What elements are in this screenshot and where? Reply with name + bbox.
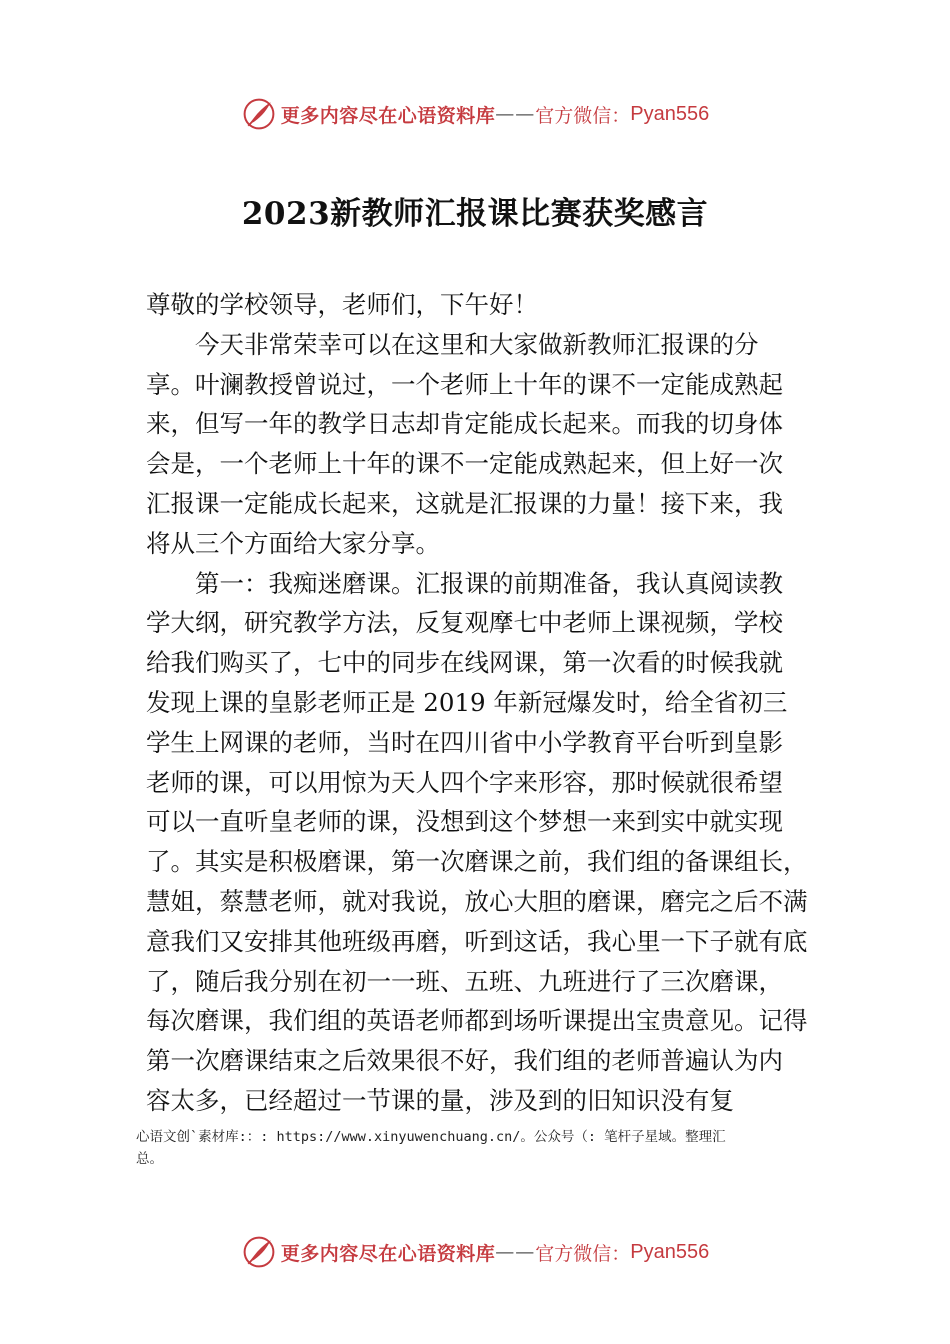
- footnote-line: 总。: [136, 1151, 163, 1167]
- body-line: 发现上课的皇影老师正是 2019 年新冠爆发时，给全省初三: [146, 687, 788, 717]
- body-line: 享。叶澜教授曾说过，一个老师上十年的课不一定能成熟起: [146, 369, 783, 399]
- header-banner: [0, 94, 950, 134]
- body-line: 了。其实是积极磨课，第一次磨课之前，我们组的备课组长，: [146, 847, 808, 877]
- body-line: 汇报课一定能成长起来，这就是汇报课的力量！接下来，我: [146, 488, 783, 518]
- wechat-label: 官方微信：: [535, 104, 631, 127]
- footnote-line: 心语文创`素材库:：: https://www.xinyuwenchuang.cn/。公众号（: 笔杆子星域。整理汇: [136, 1129, 726, 1145]
- wechat-id: Pyan556: [630, 102, 710, 125]
- body-line: 学大纲，研究教学方法，反复观摩七中老师上课视频，学校: [146, 608, 783, 638]
- body-line: 第一：我痴迷磨课。汇报课的前期准备，我认真阅读教: [195, 568, 783, 598]
- body-line: 今天非常荣幸可以在这里和大家做新教师汇报课的分: [195, 329, 759, 359]
- wechat-id: Pyan556: [630, 1240, 710, 1263]
- body-line: 会是，一个老师上十年的课不一定能成熟起来，但上好一次: [146, 449, 783, 479]
- promo-text: 更多内容尽在心语资料库: [280, 1242, 496, 1265]
- body-line: 第一次磨课结束之后效果很不好，我们组的老师普遍认为内: [146, 1046, 783, 1076]
- body-line: 老师的课，可以用惊为天人四个字来形容，那时候就很希望: [146, 767, 783, 797]
- quill-logo-icon: [241, 1234, 277, 1270]
- body-line: 了，随后我分别在初一一班、五班、九班进行了三次磨课，: [146, 966, 783, 996]
- promo-text: 更多内容尽在心语资料库: [280, 104, 496, 127]
- body-line: 给我们购买了，七中的同步在线网课，第一次看的时候我就: [146, 648, 783, 678]
- body-line: 可以一直听皇老师的课，没想到这个梦想一来到实中就实现: [146, 807, 783, 837]
- footer-banner: [0, 1232, 950, 1272]
- body-line-greeting: 尊敬的学校领导，老师们，下午好！: [146, 290, 538, 319]
- separator: ——: [495, 103, 536, 125]
- body-line: 来，但写一年的教学日志却肯定能成长起来。而我的切身体: [146, 409, 783, 439]
- separator: ——: [495, 1241, 536, 1263]
- body-line: 学生上网课的老师，当时在四川省中小学教育平台听到皇影: [146, 727, 783, 757]
- body-line: 意我们又安排其他班级再磨，听到这话，我心里一下子就有底: [146, 926, 808, 956]
- body-line: 每次磨课，我们组的英语老师都到场听课提出宝贵意见。记得: [146, 1006, 808, 1036]
- body-line: 慧姐，蔡慧老师，就对我说，放心大胆的磨课，磨完之后不满: [146, 886, 808, 916]
- page-title: 2023新教师汇报课比赛获奖感言: [241, 196, 709, 232]
- body-line: 容太多，已经超过一节课的量，涉及到的旧知识没有复: [146, 1085, 734, 1115]
- quill-logo-icon: [241, 96, 277, 132]
- body-line: 将从三个方面给大家分享。: [146, 528, 440, 558]
- document-body: [146, 285, 818, 1121]
- source-footnote: [136, 1126, 836, 1170]
- wechat-label: 官方微信：: [535, 1242, 631, 1265]
